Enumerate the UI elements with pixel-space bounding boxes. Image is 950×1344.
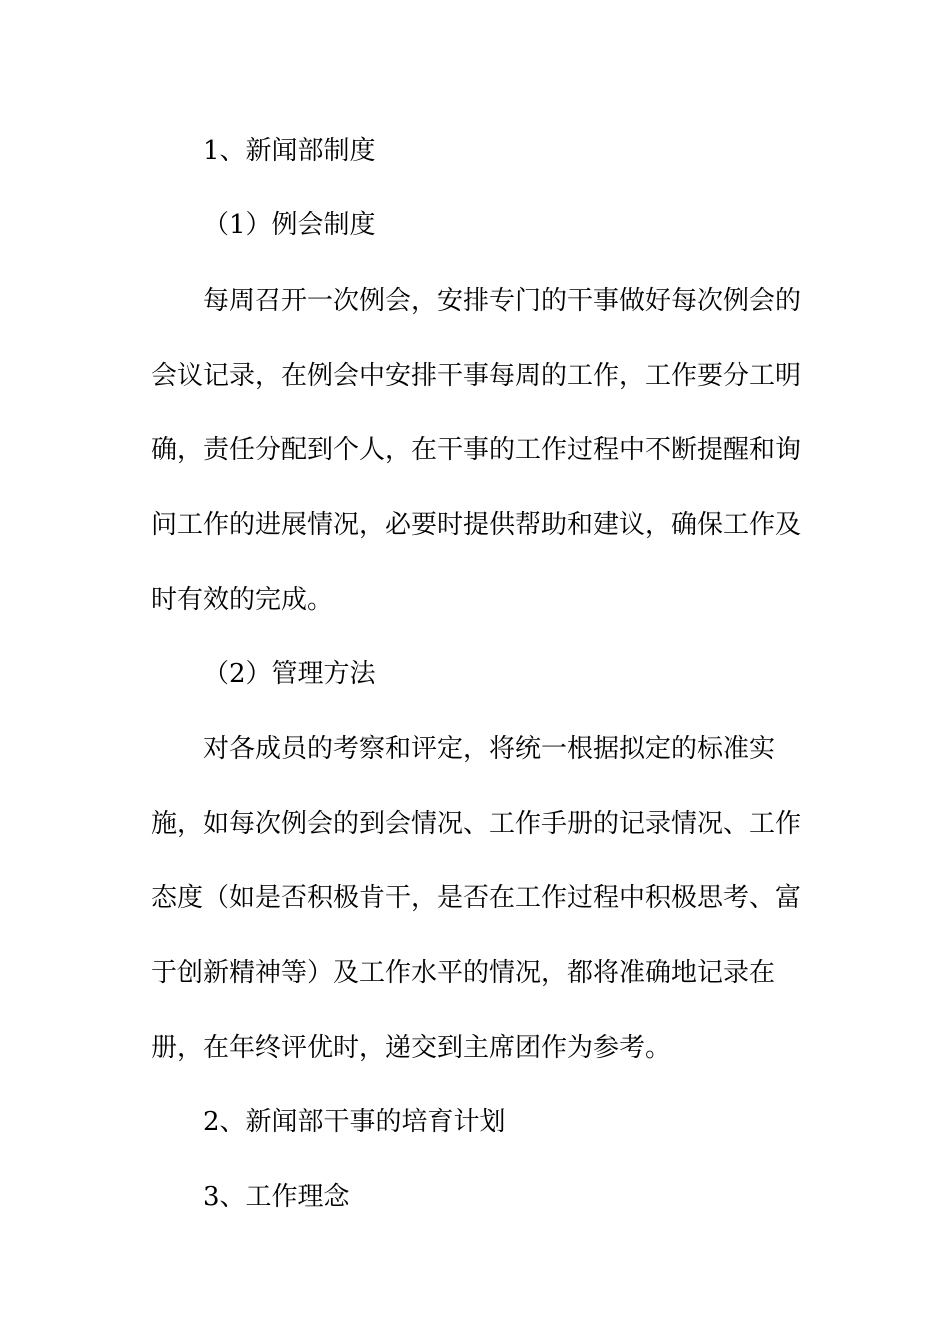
paragraph-line: 态度（如是否积极肯干，是否在工作过程中积极思考、富: [151, 883, 802, 913]
subheading-management-method: （2）管理方法: [203, 659, 376, 689]
heading-staff-training-plan: 2、新闻部干事的培育计划: [203, 1107, 506, 1137]
paragraph-line: 时有效的完成。: [151, 585, 334, 615]
paragraph-line: 施，如每次例会的到会情况、工作手册的记录情况、工作: [151, 809, 802, 839]
paragraph-line: 册，在年终评优时，递交到主席团作为参考。: [151, 1033, 672, 1063]
paragraph-line: 会议记录，在例会中安排干事每周的工作，工作要分工明: [151, 361, 802, 391]
subheading-meeting-system: （1）例会制度: [203, 210, 376, 240]
paragraph-line: 于创新精神等）及工作水平的情况，都将准确地记录在: [151, 958, 776, 988]
paragraph-line: 确，责任分配到个人，在干事的工作过程中不断提醒和询: [151, 435, 802, 465]
paragraph-line: 对各成员的考察和评定，将统一根据拟定的标准实: [203, 734, 776, 764]
paragraph-line: 问工作的进展情况，必要时提供帮助和建议，确保工作及: [151, 510, 802, 540]
heading-news-dept-system: 1、新闻部制度: [203, 136, 376, 166]
paragraph-line: 每周召开一次例会，安排专门的干事做好每次例会的: [203, 286, 802, 316]
heading-work-philosophy: 3、工作理念: [203, 1182, 350, 1212]
